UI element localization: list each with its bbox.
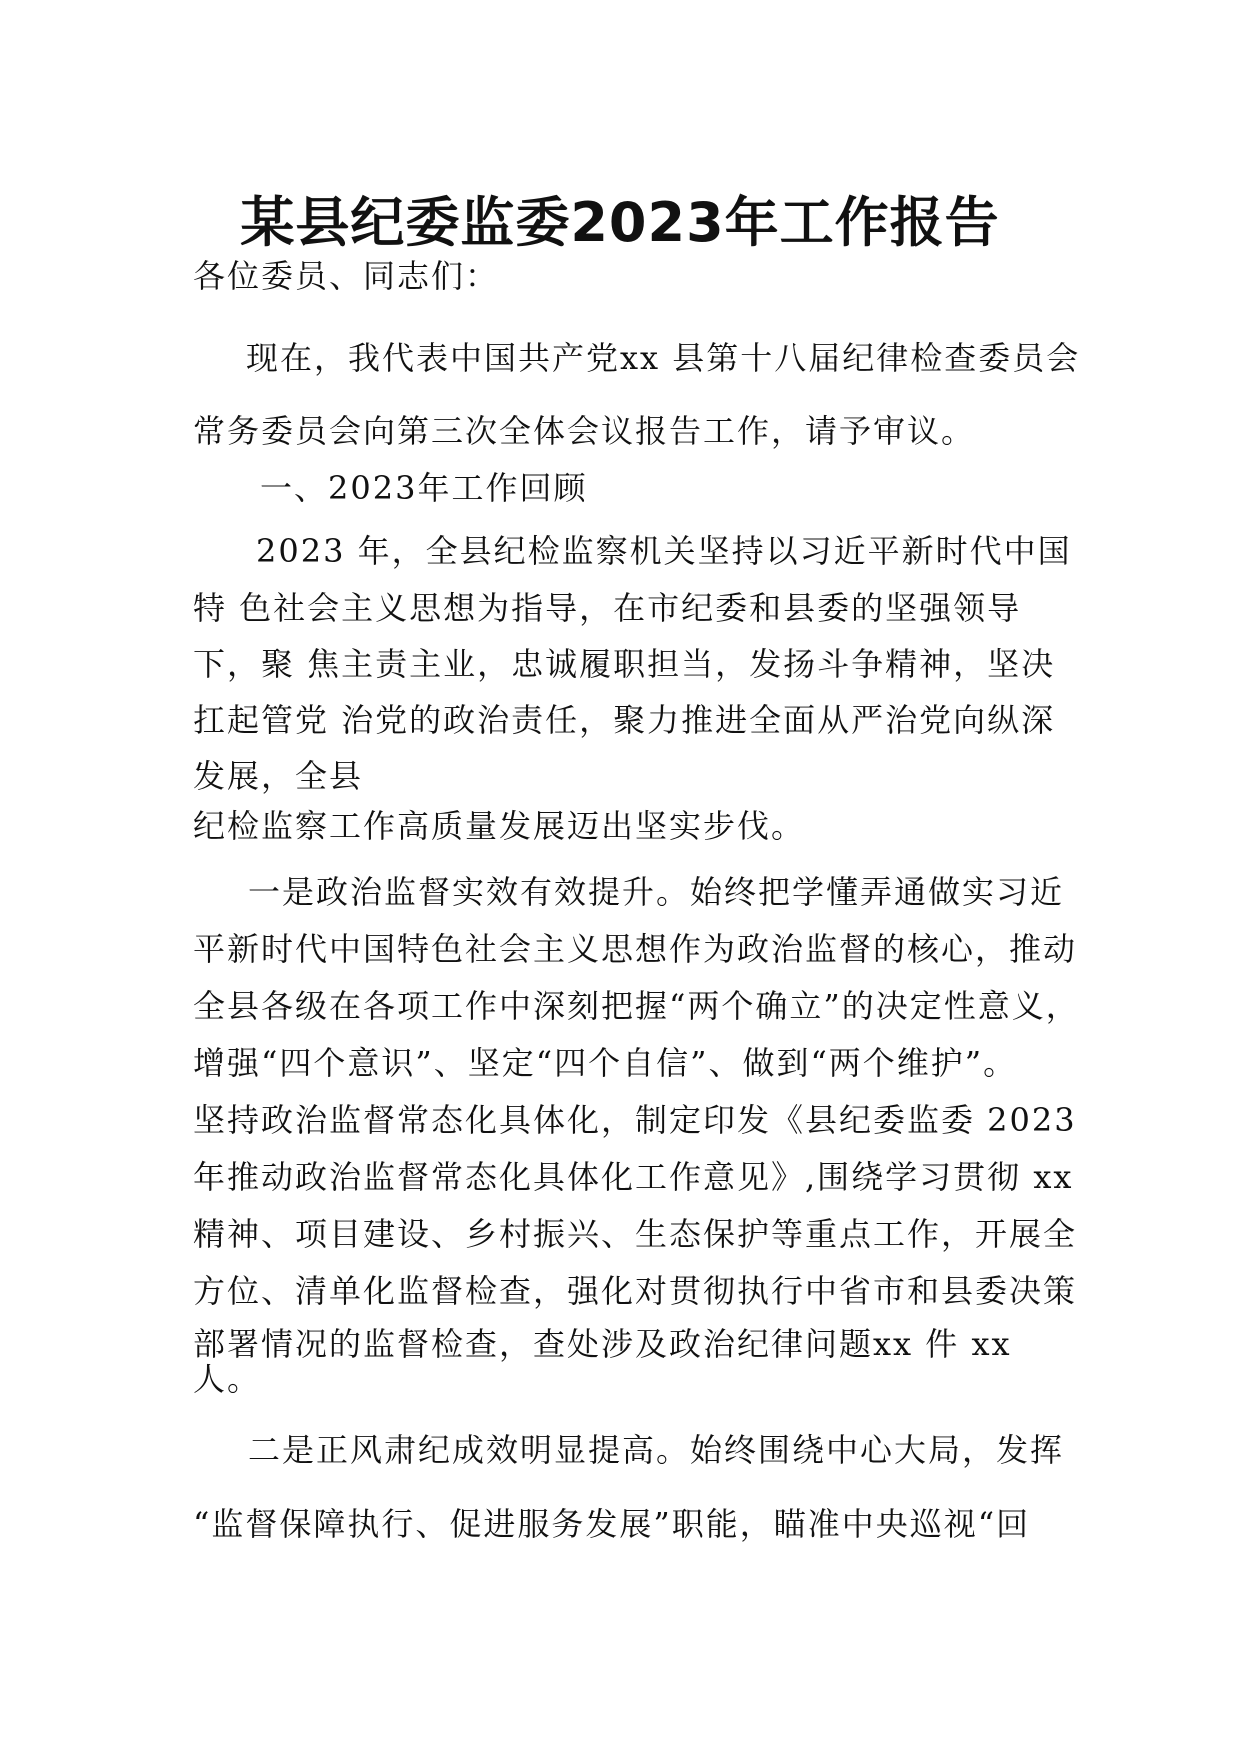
body-line: 下，聚 焦主责主业，忠诚履职担当，发扬斗争精神，坚决 <box>193 645 1056 683</box>
body-line: 纪检监察工作高质量发展迈出坚实步伐。 <box>193 807 806 845</box>
body-line: 发展，全县 <box>193 757 364 795</box>
body-line: 全县各级在各项工作中深刻把握“两个确立”的决定性意义， <box>193 987 1080 1025</box>
body-line: 坚持政治监督常态化具体化，制定印发《县纪委监委 2023 <box>193 1101 1077 1139</box>
body-line: 精神、项目建设、乡村振兴、生态保护等重点工作，开展全 <box>193 1215 1078 1253</box>
body-line: 增强“四个意识”、坚定“四个自信”、做到“两个维护”。 <box>193 1044 1018 1082</box>
body-line: “监督保障执行、促进服务发展”职能，瞄准中央巡视“回 <box>193 1505 1031 1543</box>
body-line: 现在，我代表中国共产党xx 县第十八届纪律检查委员会 <box>246 339 1081 377</box>
body-line: 2023 年，全县纪检监察机关坚持以习近平新时代中国 <box>256 532 1072 570</box>
body-line: 平新时代中国特色社会主义思想作为政治监督的核心，推动 <box>193 930 1078 968</box>
section-heading: 一、2023年工作回顾 <box>260 469 588 507</box>
body-line: 一是政治监督实效有效提升。始终把学懂弄通做实习近 <box>248 873 1065 911</box>
body-line: 部署情况的监督检查，查处涉及政治纪律问题xx 件 xx <box>193 1325 1012 1363</box>
body-line: 二是正风肃纪成效明显提高。始终围绕中心大局，发挥 <box>248 1431 1065 1469</box>
body-line: 常务委员会向第三次全体会议报告工作，请予审议。 <box>193 412 976 450</box>
salutation-line: 各位委员、同志们： <box>193 257 500 295</box>
body-line: 方位、清单化监督检查，强化对贯彻执行中省市和县委决策 <box>193 1272 1078 1310</box>
body-line: 特 色社会主义思想为指导，在市纪委和县委的坚强领导 <box>193 589 1022 627</box>
body-line: 扛起管党 治党的政治责任，聚力推进全面从严治党向纵深 <box>193 701 1056 739</box>
document-title: 某县纪委监委2023年工作报告 <box>240 191 1000 254</box>
body-line: 年推动政治监督常态化具体化工作意见》,围绕学习贯彻 xx <box>193 1158 1074 1196</box>
body-line: 人。 <box>193 1360 262 1398</box>
